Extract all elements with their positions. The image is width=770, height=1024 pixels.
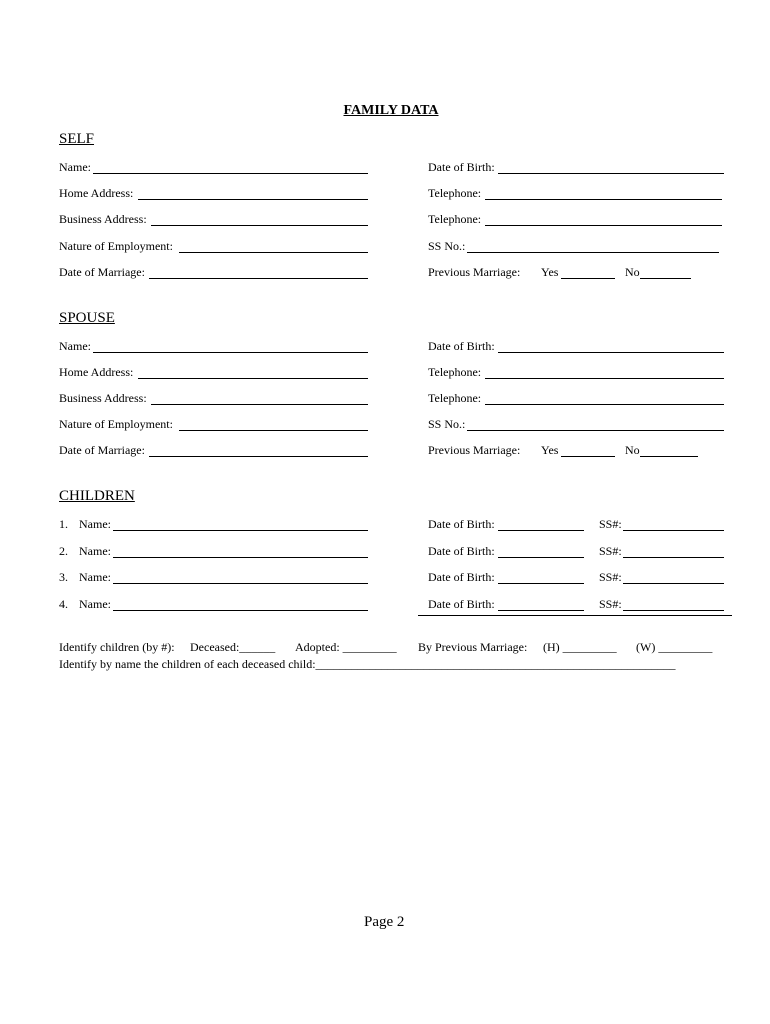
- spouse-business-address-field[interactable]: [151, 404, 368, 405]
- self-dob-field[interactable]: [498, 173, 724, 174]
- child-ss-field[interactable]: [623, 530, 724, 531]
- child-name-label: Name:: [79, 544, 111, 558]
- deceased-child-children-field[interactable]: Identify by name the children of each deceased child:____________________________________________________________: [59, 657, 676, 671]
- spouse-ss-field[interactable]: [467, 430, 724, 431]
- spouse-home-address-label: Home Address:: [59, 365, 134, 379]
- child-name-label: Name:: [79, 570, 111, 584]
- spouse-employment-label: Nature of Employment:: [59, 417, 173, 431]
- child-ss-label: SS#:: [599, 570, 622, 584]
- child-ss-label: SS#:: [599, 597, 622, 611]
- child-name-label: Name:: [79, 597, 111, 611]
- spouse-telephone-label: Telephone:: [428, 365, 482, 379]
- self-no-label: No: [625, 265, 640, 279]
- spouse-home-address-field[interactable]: [138, 378, 368, 379]
- self-ss-field[interactable]: [467, 252, 719, 253]
- child-dob-label: Date of Birth:: [428, 517, 495, 531]
- self-home-address-field[interactable]: [138, 199, 368, 200]
- self-no-field[interactable]: [640, 278, 691, 279]
- spouse-marriage-date-label: Date of Marriage:: [59, 443, 145, 457]
- form-title: FAMILY DATA: [343, 103, 439, 118]
- spouse-no-field[interactable]: [640, 456, 698, 457]
- spouse-name-label: Name:: [59, 339, 91, 353]
- self-telephone-label: Telephone:: [428, 186, 482, 200]
- child-ss-label: SS#:: [599, 517, 622, 531]
- child-name-field[interactable]: [113, 557, 368, 558]
- child-dob-label: Date of Birth:: [428, 570, 495, 584]
- spouse-dob-field[interactable]: [498, 352, 724, 353]
- self-marriage-date-label: Date of Marriage:: [59, 265, 145, 279]
- child-name-label: Name:: [79, 517, 111, 531]
- child-dob-field[interactable]: [498, 610, 584, 611]
- self-name-label: Name:: [59, 160, 91, 174]
- child-ss-field[interactable]: [623, 557, 724, 558]
- self-dob-label: Date of Birth:: [428, 160, 495, 174]
- spouse-ss-label: SS No.:: [428, 417, 466, 431]
- child-ss-label: SS#:: [599, 544, 622, 558]
- self-employment-field[interactable]: [179, 252, 368, 253]
- child-dob-label: Date of Birth:: [428, 597, 495, 611]
- child-ss-field[interactable]: [623, 583, 724, 584]
- child-name-field[interactable]: [113, 610, 368, 611]
- child-number: 4.: [59, 597, 68, 611]
- child-name-field[interactable]: [113, 530, 368, 531]
- child-dob-field[interactable]: [498, 557, 584, 558]
- self-name-field[interactable]: [93, 173, 368, 174]
- spouse-business-telephone-field[interactable]: [485, 404, 724, 405]
- self-business-address-label: Business Address:: [59, 212, 147, 226]
- self-home-address-label: Home Address:: [59, 186, 134, 200]
- spouse-business-telephone-label: Telephone:: [428, 391, 482, 405]
- page-number: Page 2: [364, 914, 405, 930]
- self-ss-label: SS No.:: [428, 239, 466, 253]
- spouse-dob-label: Date of Birth:: [428, 339, 495, 353]
- spouse-employment-field[interactable]: [179, 430, 368, 431]
- spouse-business-address-label: Business Address:: [59, 391, 147, 405]
- children-heading: CHILDREN: [59, 488, 135, 504]
- self-business-address-field[interactable]: [151, 225, 368, 226]
- spouse-name-field[interactable]: [93, 352, 368, 353]
- identify-children-label: Identify children (by #):: [59, 640, 175, 654]
- adopted-field[interactable]: Adopted: _________: [295, 640, 397, 654]
- spouse-yes-field[interactable]: [561, 456, 615, 457]
- deceased-field[interactable]: Deceased:______: [190, 640, 276, 654]
- self-marriage-date-field[interactable]: [149, 278, 368, 279]
- child-number: 2.: [59, 544, 68, 558]
- child-number: 1.: [59, 517, 68, 531]
- self-heading: SELF: [59, 131, 95, 147]
- spouse-marriage-date-field[interactable]: [149, 456, 368, 457]
- self-business-telephone-field[interactable]: [485, 225, 722, 226]
- spouse-heading: SPOUSE: [59, 310, 115, 326]
- previous-marriage-h-field[interactable]: (H) _________: [543, 640, 617, 654]
- child-dob-field[interactable]: [498, 583, 584, 584]
- spouse-previous-marriage-label: Previous Marriage:: [428, 443, 521, 457]
- self-telephone-field[interactable]: [485, 199, 722, 200]
- child-name-field[interactable]: [113, 583, 368, 584]
- self-yes-label: Yes: [541, 265, 559, 279]
- child-number: 3.: [59, 570, 68, 584]
- self-previous-marriage-label: Previous Marriage:: [428, 265, 521, 279]
- self-employment-label: Nature of Employment:: [59, 239, 173, 253]
- spouse-yes-label: Yes: [541, 443, 559, 457]
- children-divider: [418, 615, 732, 616]
- by-previous-marriage-label: By Previous Marriage:: [418, 640, 528, 654]
- spouse-telephone-field[interactable]: [485, 378, 724, 379]
- self-yes-field[interactable]: [561, 278, 615, 279]
- self-business-telephone-label: Telephone:: [428, 212, 482, 226]
- child-dob-field[interactable]: [498, 530, 584, 531]
- spouse-no-label: No: [625, 443, 640, 457]
- child-ss-field[interactable]: [623, 610, 724, 611]
- previous-marriage-w-field[interactable]: (W) _________: [636, 640, 713, 654]
- child-dob-label: Date of Birth:: [428, 544, 495, 558]
